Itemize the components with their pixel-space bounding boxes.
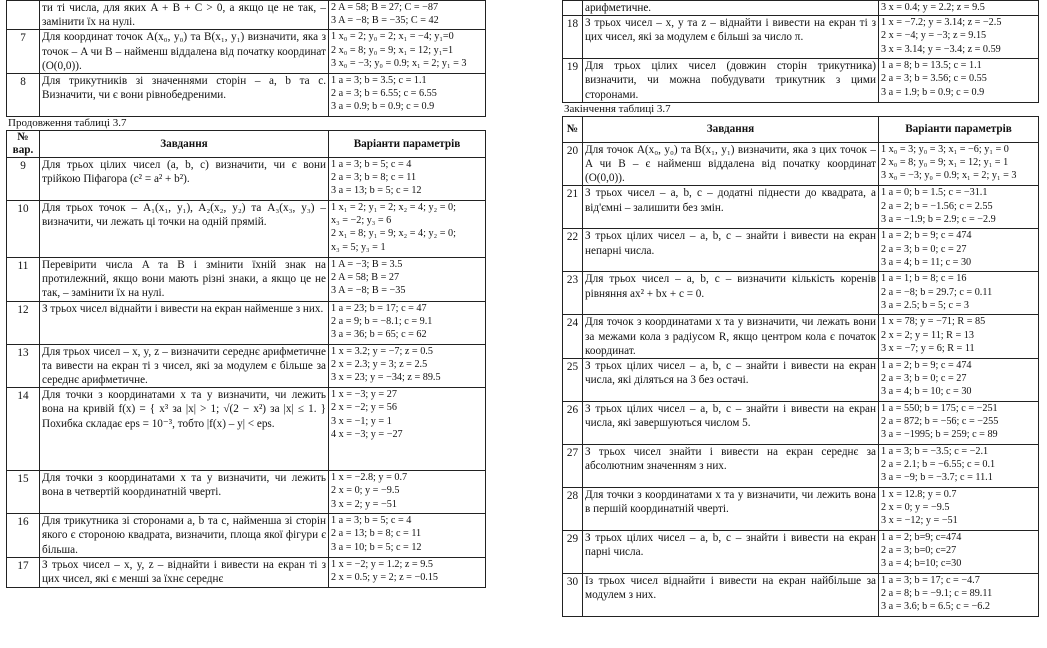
variant-number: 11 [7, 258, 40, 302]
parameter-variants [329, 301, 486, 344]
task-description: Для точки з координатами x та y визначити, чи лежить вона в четвертій координатній чверті. [40, 471, 329, 514]
task-description: З трьох чисел – x, y, z – віднайти і вивести на екран ті з цих чисел, які є менші за їхнє середнє [40, 557, 329, 587]
parameter-variants [879, 531, 1039, 574]
continued-table [562, 0, 1039, 103]
task-description: З трьох цілих чисел – a, b, c – знайти і вивести на екран числа, які завершуються числом 5. [583, 402, 879, 445]
task-description: З трьох цілих чисел – a, b, c – знайти і вивести на екран парні числа. [583, 531, 879, 574]
task-description: Для трьох цілих чисел (a, b, c) визначити, чи є вони трійкою Піфагора (c² = a² + b²). [40, 158, 329, 201]
parameter-line: 3 a = 4; b=10; c=30 [881, 558, 962, 570]
variant-number [7, 1, 40, 30]
parameter-line: 1 x = −2.8; y = 0.7 [331, 472, 408, 484]
variant-number: 15 [7, 471, 40, 514]
parameter-line: 2 a = 13; b = 8; c = 11 [331, 528, 422, 540]
parameter-line: 2 x₁ = 8; y₁ = 9; x₂ = 4; y₂ = 0; [331, 228, 456, 240]
parameter-variants [329, 471, 486, 514]
variant-number: 21 [563, 186, 583, 229]
column-header-task: Завдання [40, 131, 329, 158]
parameter-line: 3 x = −1; y = 1 [331, 415, 392, 427]
parameter-variants [879, 359, 1039, 402]
table-row [563, 186, 1039, 229]
main-table [6, 130, 486, 588]
parameter-line: 2 a = −8; b = 29.7; c = 0.11 [881, 286, 993, 298]
parameter-line: 2 a = 872; b = −56; c = −255 [881, 416, 999, 428]
column-header-num: № вар. [7, 131, 40, 158]
table-row [563, 315, 1039, 359]
table-caption: Продовження таблиці 3.7 [8, 117, 127, 130]
table-row [563, 531, 1039, 574]
task-description: З трьох чисел віднайти і вивести на екран найменше з них. [40, 301, 329, 344]
task-description: Із трьох чисел віднайти і вивести на екран найбільше за модулем з них. [583, 574, 879, 617]
variant-number: 9 [7, 158, 40, 201]
task-description: Для точки з координатами x та y визначити, чи лежить вона в першій координатній чверті. [583, 488, 879, 531]
table-row [7, 388, 486, 471]
parameter-line: 2 x₀ = 8; y₀ = 9; x₁ = 12; y₁=1 [331, 44, 454, 56]
table-row [563, 272, 1039, 315]
task-description: Для точок з координатами x та y визначити, чи лежать вони за межами кола з радіусом R, якщо центром кола є початок координат. [583, 315, 879, 359]
parameter-line: 1 a = 3; b = −3.5; c = −2.1 [881, 446, 989, 458]
parameter-variants [329, 30, 486, 74]
parameter-variants [879, 142, 1039, 186]
parameter-variants [329, 74, 486, 117]
task-description: Для точок A(x₀, y₀) та B(x₁, y₁) визначити, яка з цих точок – A чи B – є найменш віддалена від початку координат (O(0,0)). [583, 142, 879, 186]
parameter-line: 1 x = 78; y = −71; R = 85 [881, 316, 986, 328]
column-header-num: № [563, 116, 583, 142]
parameter-variants [879, 229, 1039, 272]
variant-number: 12 [7, 301, 40, 344]
left-page [6, 0, 485, 588]
parameter-line: 2 a = 2; b = −1.56; c = 2.55 [881, 200, 993, 212]
variant-number [563, 1, 583, 16]
parameter-line: 1 a = 550; b = 175; c = −251 [881, 403, 998, 415]
parameter-line: 2 a = 2.1; b = −6.55; c = 0.1 [881, 459, 996, 471]
table-row [7, 344, 486, 388]
table-row [7, 30, 486, 74]
parameter-line: 1 A = −3; B = 3.5 [331, 259, 403, 271]
parameter-line: 3 x = 3.14; y = −3.4; z = 0.59 [881, 43, 1001, 55]
parameter-line: 2 a = 3; b=0; c=27 [881, 545, 957, 557]
table-row [563, 402, 1039, 445]
parameter-variants [329, 514, 486, 558]
parameter-variants [879, 445, 1039, 488]
task-description: Для координат точок A(x₀, y₀) та B(x₁, y₁) визначити, яка з точок – A чи B – найменш віддалена від початку координат (O(0,0)). [40, 30, 329, 74]
task-description: Для трикутників зі значеннями сторін – a, b та c. Визначити, чи є вони рівнобедреними. [40, 74, 329, 117]
parameter-line: 1 a = 3; b = 17; c = −4.7 [881, 575, 980, 587]
parameter-line: 2 x = 2.3; y = 3; z = 2.5 [331, 358, 428, 370]
task-description: Для трьох чисел – x, y, z – визначити середнє арифметичне та вивести на екран ті з чисел, які за модулем є більше за середнє арифметичне. [40, 344, 329, 388]
header-row [563, 116, 1039, 142]
table-row [563, 1, 1039, 16]
table-caption: Закінчення таблиці 3.7 [564, 102, 671, 115]
parameter-variants [329, 557, 486, 587]
variant-number: 19 [563, 59, 583, 103]
column-header-task: Завдання [583, 116, 879, 142]
parameter-line: 2 x = 0.5; y = 2; z = −0.15 [331, 572, 439, 584]
variant-number: 29 [563, 531, 583, 574]
parameter-variants [329, 388, 486, 471]
parameter-line: 3 a = 2.5; b = 5; c = 3 [881, 299, 969, 311]
parameter-variants [879, 1, 1039, 16]
parameter-line: 3 x₀ = −3; y₀ = 0.9; x₁ = 2; y₁ = 3 [881, 170, 1017, 182]
parameter-line: 1 x = 12.8; y = 0.7 [881, 489, 957, 501]
parameter-line: 3 x₀ = −3; y₀ = 0.9; x₁ = 2; y₁ = 3 [331, 57, 467, 69]
parameter-line: 2 A = 58; B = 27; C = −87 [331, 2, 439, 13]
variant-number: 14 [7, 388, 40, 471]
table-row [7, 471, 486, 514]
table-row [563, 359, 1039, 402]
table-row [563, 59, 1039, 103]
variant-number: 26 [563, 402, 583, 445]
column-header-params: Варіанти параметрів [879, 116, 1039, 142]
parameter-variants [879, 574, 1039, 617]
parameter-line: 1 x₁ = 2; y₁ = 2; x₂ = 4; y₂ = 0; [331, 202, 456, 214]
parameter-line: 1 a = 2; b=9; c=474 [881, 532, 962, 544]
parameter-line: 2 a = 3; b = 3.56; c = 0.55 [881, 73, 987, 85]
parameter-line: x₃ = −2; y₃ = 6 [331, 215, 392, 227]
parameter-line: 2 x = 0; y = −9.5 [881, 502, 950, 514]
parameter-line: 3 x = 23; y = −34; z = 89.5 [331, 372, 441, 384]
variant-number: 30 [563, 574, 583, 617]
parameter-line: 1 a = 1; b = 8; c = 16 [881, 273, 967, 285]
parameter-line: 3 A = −8; B = −35 [331, 285, 406, 297]
parameter-line: 3 a = −1.9; b = 2.9; c = −2.9 [881, 213, 996, 225]
task-description: ти ті числа, для яких A + B + C > 0, а якщо це не так, – замінити їх на нулі. [40, 1, 329, 30]
table-row [563, 574, 1039, 617]
variant-number: 18 [563, 16, 583, 59]
parameter-line: 3 a = 3.6; b = 6.5; c = −6.2 [881, 601, 990, 613]
table-row [563, 142, 1039, 186]
parameter-line: 2 a = 9; b = −8.1; c = 9.1 [331, 315, 433, 327]
parameter-variants [879, 186, 1039, 229]
parameter-line: 3 x = 2; y = −51 [331, 498, 397, 510]
parameter-line: 2 x₀ = 8; y₀ = 9; x₁ = 12; y₁ = 1 [881, 157, 1009, 169]
variant-number: 27 [563, 445, 583, 488]
table-row [7, 301, 486, 344]
variant-number: 20 [563, 142, 583, 186]
parameter-line: 1 x = −3; y = 27 [331, 389, 397, 401]
parameter-line: 1 a = 3; b = 5; c = 4 [331, 159, 412, 171]
table-row [7, 158, 486, 201]
parameter-line: 2 x = −4; y = −3; z = 9.15 [881, 30, 987, 42]
parameter-line: 2 a = 3; b = 0; c = 27 [881, 243, 967, 255]
table-row [563, 445, 1039, 488]
parameter-line: 2 a = 8; b = −9.1; c = 89.11 [881, 588, 993, 600]
parameter-line: 1 a = 2; b = 9; c = 474 [881, 230, 972, 242]
variant-number: 7 [7, 30, 40, 74]
task-description: Для точки з координатами x та y визначити, чи лежить вона на кривій f(x) = { x³ за |x| > 1; √(2 − x²) за |x| ≤ 1. } Похибка складає eps = 10⁻³, тобто |f(x) – y| < eps. [40, 388, 329, 471]
parameter-variants [879, 488, 1039, 531]
parameter-line: 1 x = 3.2; y = −7; z = 0.5 [331, 345, 433, 357]
parameter-line: 1 x = −7.2; y = 3.14; z = −2.5 [881, 17, 1002, 29]
parameter-line: 1 x₀ = 3; y₀ = 3; x₁ = −6; y₁ = 0 [881, 143, 1009, 155]
parameter-line: 2 x = 2; y = 11; R = 13 [881, 329, 974, 341]
right-page [562, 0, 1038, 617]
table-row [563, 488, 1039, 531]
parameter-line: 3 a = 4; b = 11; c = 30 [881, 256, 972, 268]
parameter-line: 3 A = −8; B = −35; C = 42 [331, 15, 439, 27]
parameter-line: 3 a = 36; b = 65; c = 62 [331, 329, 427, 341]
parameter-line: 3 x = −7; y = 6; R = 11 [881, 342, 975, 354]
parameter-line: 2 a = 3; b = 8; c = 11 [331, 172, 417, 184]
parameter-variants [879, 315, 1039, 359]
parameter-variants [329, 201, 486, 258]
parameter-line: 1 a = 0; b = 1.5; c = −31.1 [881, 187, 988, 199]
parameter-variants [329, 258, 486, 302]
parameter-line: 1 a = 3; b = 3.5; c = 1.1 [331, 75, 427, 87]
header-row [7, 131, 486, 158]
parameter-variants [329, 158, 486, 201]
table-row [7, 514, 486, 558]
table-row [563, 16, 1039, 59]
variant-number: 23 [563, 272, 583, 315]
parameter-line: 3 a = 4; b = 10; c = 30 [881, 386, 972, 398]
parameter-line: 3 a = −1995; b = 259; c = 89 [881, 429, 998, 441]
task-description: З трьох чисел знайти і вивести на екран середнє за абсолютним значенням з них. [583, 445, 879, 488]
parameter-variants [329, 1, 486, 30]
parameter-line: 3 a = −9; b = −3.7; c = 11.1 [881, 472, 993, 484]
parameter-line: 1 a = 23; b = 17; c = 47 [331, 302, 427, 314]
task-description: арифметичне. [583, 1, 879, 16]
continued-table [6, 0, 486, 117]
task-description: Для трьох точок – A₁(x₁, y₁), A₂(x₂, y₂) та A₃(x₃, y₃) – визначити, чи лежать ці точки на одній прямій. [40, 201, 329, 258]
parameter-line: 1 a = 2; b = 9; c = 474 [881, 360, 972, 372]
variant-number: 8 [7, 74, 40, 117]
table-row [7, 258, 486, 302]
parameter-variants [879, 272, 1039, 315]
column-header-params: Варіанти параметрів [329, 131, 486, 158]
variant-number: 24 [563, 315, 583, 359]
parameter-line: 1 x₀ = 2; y₀ = 2; x₁ = −4; y₁=0 [331, 31, 454, 43]
task-description: З трьох чисел – a, b, c – додатні піднести до квадрата, а від'ємні – залишити без змін. [583, 186, 879, 229]
parameter-variants [879, 16, 1039, 59]
table-row [563, 229, 1039, 272]
task-description: З трьох цілих чисел – a, b, c – знайти і вивести на екран непарні числа. [583, 229, 879, 272]
table-row [7, 74, 486, 117]
parameter-variants [329, 344, 486, 388]
table-row [7, 1, 486, 30]
variant-number: 10 [7, 201, 40, 258]
parameter-line: x₃ = 5; y₃ = 1 [331, 241, 386, 253]
task-description: Для трьох чисел – a, b, c – визначити кількість коренів рівняння ax² + bx + c = 0. [583, 272, 879, 315]
parameter-line: 3 x = 0.4; y = 2.2; z = 9.5 [881, 2, 985, 13]
parameter-line: 1 x = −2; y = 1.2; z = 9.5 [331, 558, 433, 570]
parameter-line: 1 a = 3; b = 5; c = 4 [331, 515, 412, 527]
parameter-line: 3 a = 1.9; b = 0.9; c = 0.9 [881, 86, 985, 98]
task-description: Для трьох цілих чисел (довжин сторін трикутника) визначити, чи можна побудувати трикутник з цими сторонами. [583, 59, 879, 103]
parameter-line: 3 a = 13; b = 5; c = 12 [331, 185, 422, 197]
parameter-line: 2 a = 3; b = 0; c = 27 [881, 373, 967, 385]
table-row [7, 557, 486, 587]
parameter-line: 2 A = 58; B = 27 [331, 272, 400, 284]
parameter-line: 3 a = 10; b = 5; c = 12 [331, 541, 422, 553]
table-row [7, 201, 486, 258]
parameter-line: 1 a = 8; b = 13.5; c = 1.1 [881, 60, 982, 72]
parameter-line: 3 x = −12; y = −51 [881, 515, 958, 527]
variant-number: 28 [563, 488, 583, 531]
task-description: З трьох цілих чисел – a, b, c – знайти і вивести на екран числа, які діляться на 3 без остачі. [583, 359, 879, 402]
parameter-line: 2 x = −2; y = 56 [331, 402, 397, 414]
parameter-line: 3 a = 0.9; b = 0.9; c = 0.9 [331, 101, 435, 113]
parameter-variants [879, 59, 1039, 103]
task-description: Перевірити числа A та B і змінити їхній знак на протилежний, якщо вони мають різні знаки, а якщо це не так, – замінити їх на нулі. [40, 258, 329, 302]
variant-number: 22 [563, 229, 583, 272]
main-table [562, 116, 1039, 617]
task-description: З трьох чисел – x, y та z – віднайти і вивести на екран ті з цих чисел, які за модулем є більші за число π. [583, 16, 879, 59]
parameter-variants [879, 402, 1039, 445]
variant-number: 25 [563, 359, 583, 402]
parameter-line: 2 x = 0; y = −9.5 [331, 485, 400, 497]
variant-number: 17 [7, 557, 40, 587]
variant-number: 16 [7, 514, 40, 558]
variant-number: 13 [7, 344, 40, 388]
task-description: Для трикутника зі сторонами a, b та c, найменша зі сторін якого є стороною квадрата, визначити, площа якої фігури є більша. [40, 514, 329, 558]
parameter-line: 2 a = 3; b = 6.55; c = 6.55 [331, 88, 437, 100]
parameter-line: 4 x = −3; y = −27 [331, 428, 403, 440]
